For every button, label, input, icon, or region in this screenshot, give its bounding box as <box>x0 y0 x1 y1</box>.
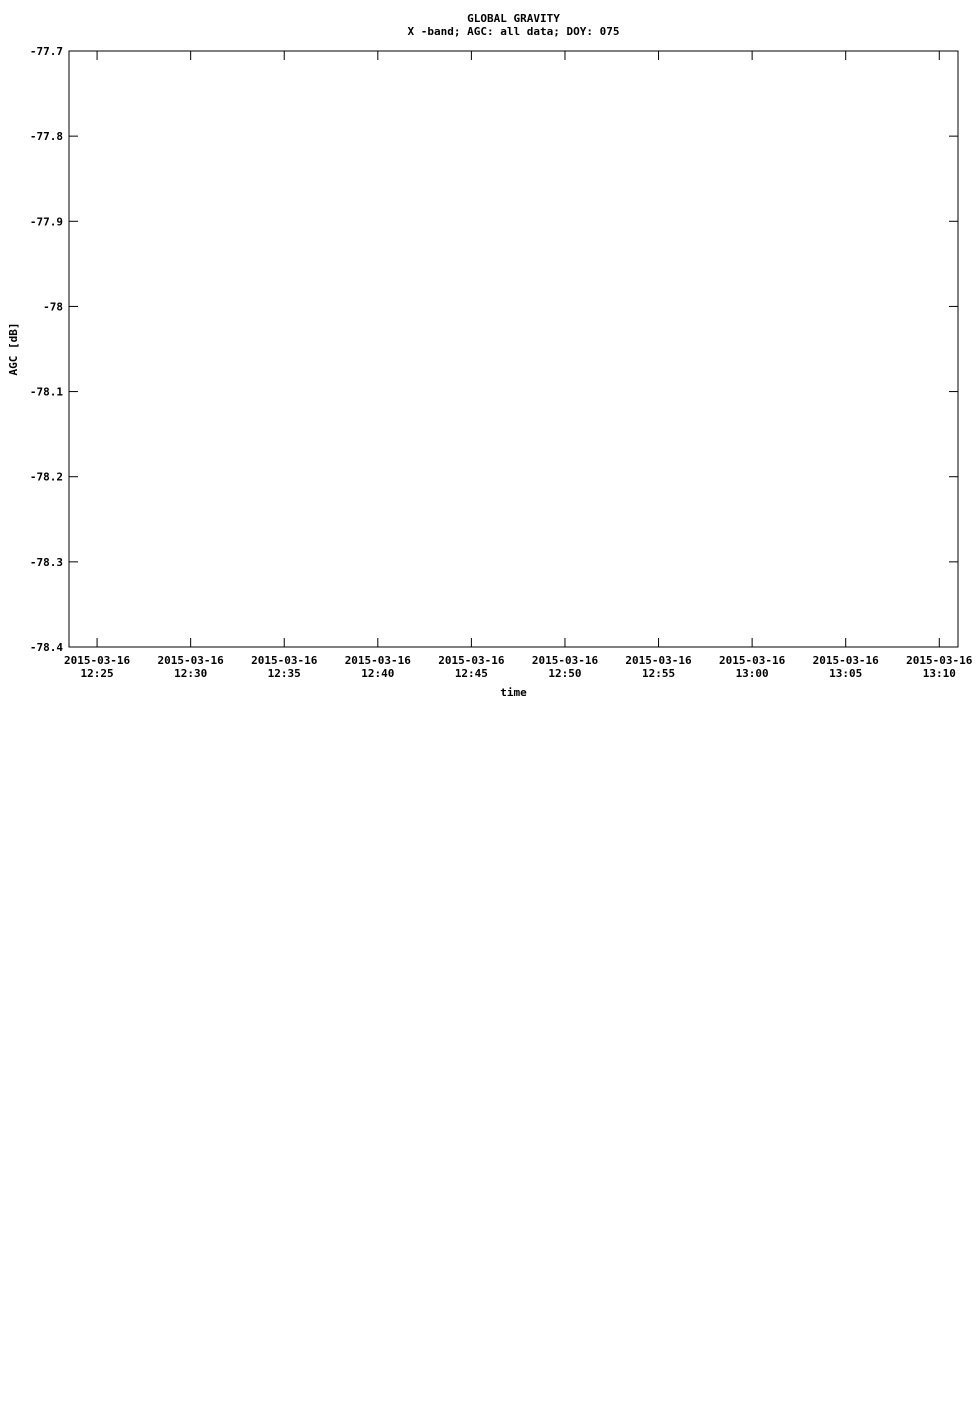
x-tick-date-label: 2015-03-16 <box>251 654 318 667</box>
y-tick-label: -78.1 <box>29 385 63 399</box>
x-tick-date-label: 2015-03-16 <box>812 654 879 667</box>
y-tick-label: -77.7 <box>29 45 63 58</box>
x-tick-date-label: 2015-03-16 <box>63 654 131 667</box>
y-tick-label: -78.2 <box>29 470 63 484</box>
x-tick-date-label: 2015-03-16 <box>344 654 411 667</box>
y-axis-label: AGC [dB] <box>7 322 20 376</box>
plot-frame <box>69 51 958 647</box>
x-axis-label: time <box>500 686 527 699</box>
x-tick-time-label: 13:00 <box>735 667 769 680</box>
agc-chart-panel <box>7 12 973 699</box>
y-tick-label: -77.9 <box>29 215 63 229</box>
x-tick-time-label: 12:50 <box>548 667 582 680</box>
x-tick-date-label: 2015-03-16 <box>438 654 505 667</box>
x-tick-time-label: 12:35 <box>267 667 301 680</box>
x-tick-time-label: 12:30 <box>174 667 208 680</box>
x-tick-time-label: 13:10 <box>922 667 956 680</box>
y-tick-label: -78.4 <box>29 641 63 654</box>
chart-title: GLOBAL GRAVITY <box>467 12 560 25</box>
x-tick-date-label: 2015-03-16 <box>531 654 599 667</box>
x-tick-time-label: 12:25 <box>80 667 114 680</box>
x-tick-date-label: 2015-03-16 <box>719 654 786 667</box>
x-tick-date-label: 2015-03-16 <box>157 654 224 667</box>
x-tick-time-label: 12:55 <box>641 667 676 680</box>
x-tick-time-label: 12:45 <box>454 667 488 680</box>
y-tick-label: -77.8 <box>29 130 63 144</box>
chart-subtitle: X -band; AGC: all data; DOY: 075 <box>407 25 620 38</box>
x-tick-time-label: 12:40 <box>361 667 395 680</box>
y-tick-label: -78 <box>43 300 63 314</box>
x-tick-date-label: 2015-03-16 <box>906 654 973 667</box>
x-tick-time-label: 13:05 <box>829 667 863 680</box>
y-tick-label: -78.3 <box>29 555 63 569</box>
x-tick-date-label: 2015-03-16 <box>625 654 692 667</box>
